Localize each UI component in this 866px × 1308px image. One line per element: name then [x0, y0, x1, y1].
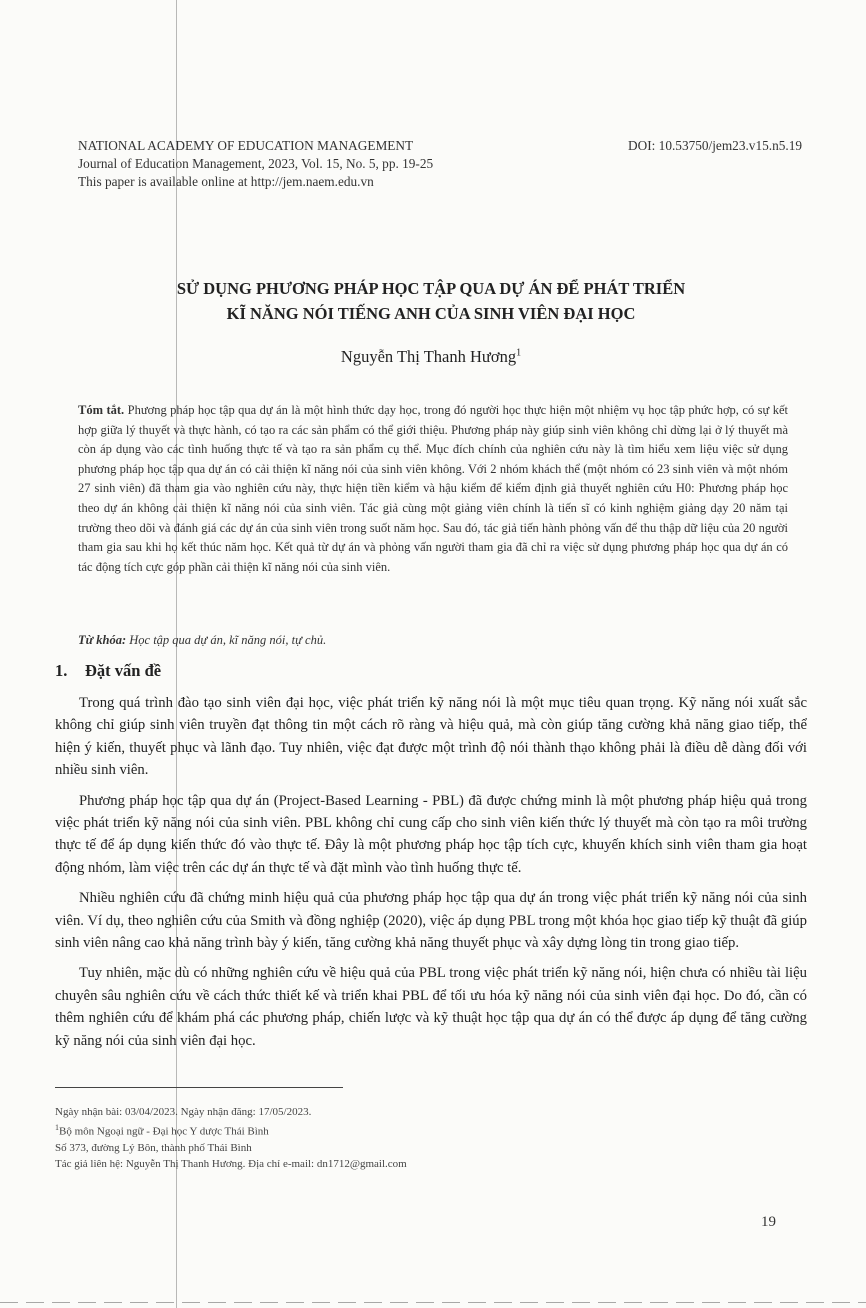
affiliation-sup: 1	[55, 1123, 59, 1132]
affiliation: Bộ môn Ngoại ngữ - Đại học Y dược Thái Bình	[59, 1125, 269, 1138]
online-availability: This paper is available online at http://jem.naem.edu.vn	[78, 174, 374, 189]
author-name: Nguyễn Thị Thanh Hương	[340, 347, 517, 366]
author-sup: 1	[516, 347, 522, 359]
paragraph: Trong quá trình đào tạo sinh viên đại học, việc phát triển kỹ năng nói là một mục tiêu quan trọng. Kỹ năng nói xuất sắc không chỉ giúp sinh viên truyền đạt thông tin một cách rõ ràng và hiệu quả, mà còn giúp tăng cường khả năng giao tiếp, thể hiện ý kiến, thuyết phục và lãnh đạo. Tuy nhiên, việc đạt được một trình độ nói thành thạo không phải là điều dễ dàng đối với nhiều sinh viên.	[55, 695, 807, 779]
page-number: 19	[761, 1214, 776, 1230]
title-line-1: SỬ DỤNG PHƯƠNG PHÁP HỌC TẬP QUA DỰ ÁN ĐỂ PHÁT TRIỂN	[176, 279, 686, 298]
section-heading	[55, 661, 161, 681]
received-dates: Ngày nhận bài: 03/04/2023. Ngày nhận đăng: 17/05/2023.	[55, 1106, 312, 1118]
section-title: Đặt vấn đề	[85, 661, 162, 680]
journal-citation: Journal of Education Management, 2023, Vol. 15, No. 5, pp. 19-25	[78, 156, 434, 171]
paragraph: Nhiều nghiên cứu đã chứng minh hiệu quả của phương pháp học tập qua dự án trong việc phát triển kỹ năng nói của sinh viên. Ví dụ, theo nghiên cứu của Smith và đồng nghiệp (2020), việc áp dụng PBL trong một khóa học giao tiếp kỹ thuật đã giúp sinh viên nâng cao khả năng trình bày ý kiến, tăng cường khả năng thuyết phục và xây dựng lòng tin trong giao tiếp.	[55, 890, 807, 952]
author	[78, 347, 784, 367]
institution-name: NATIONAL ACADEMY OF EDUCATION MANAGEMENT	[78, 138, 414, 153]
paper-title	[78, 276, 784, 326]
affiliation-line	[55, 1120, 775, 1140]
footnote-divider	[55, 1087, 343, 1088]
abstract-label: Tóm tắt.	[78, 403, 125, 417]
title-line-2: KĨ NĂNG NÓI TIẾNG ANH CỦA SINH VIÊN ĐẠI HỌC	[226, 304, 636, 323]
paragraph: Tuy nhiên, mặc dù có những nghiên cứu về hiệu quả của PBL trong việc phát triển kỹ năng nói, hiện chưa có nhiều tài liệu chuyên sâu nghiên cứu về cách thức thiết kế và triển khai PBL để tối ưu hóa kỹ năng nói của sinh viên đại học. Do đó, cần có thêm nghiên cứu để khám phá các phương pháp, chiến lược và kỹ thuật học tập qua dự án có thể được áp dụng để tăng cường kỹ năng nói của sinh viên đại học.	[55, 965, 807, 1049]
journal-header	[78, 137, 802, 191]
scan-bottom-edge	[0, 1302, 866, 1303]
doi: DOI: 10.53750/jem23.v15.n5.19	[628, 138, 802, 153]
corresponding-author: Tác giả liên hệ: Nguyễn Thị Thanh Hương. Địa chỉ e-mail: dn1712@gmail.com	[55, 1157, 407, 1170]
keywords-text: Học tập qua dự án, kĩ năng nói, tự chủ.	[129, 633, 327, 647]
abstract-text: Phương pháp học tập qua dự án là một hình thức dạy học, trong đó người học thực hiện một nhiệm vụ học tập phức hợp, có sự kết hợp giữa lý thuyết và thực hành, có tạo ra các sản phẩm có thể giới thiệu. Phương pháp này giúp sinh viên không chỉ dừng lại ở lý thuyết mà còn áp dụng vào các tình huống thực tế và tạo ra sản phẩm cụ thể. Mục đích chính của nghiên cứu này là tìm hiểu xem liệu việc sử dụng phương pháp học tập qua dự án có cải thiện kĩ năng nói của sinh viên không. Với 2 nhóm khách thể (một nhóm có 23 sinh viên và một nhóm 27 sinh viên) đã tham gia vào nghiên cứu này, thực hiện tiền kiểm và hậu kiểm để kiểm định giả thuyết nghiên cứu H0: Phương pháp học theo dự án không cải thiện kĩ năng nói của sinh viên. Tác giả cùng một giảng viên chính là tiến sĩ có kinh nghiệm giảng dạy 20 năm tại trường theo dõi và đánh giá các dự án của sinh viên trong suốt năm học. Sau đó, tác giả tiến hành phỏng vấn để thu thập dữ liệu của 20 người tham gia sau khi họ kết thúc năm học. Kết quả từ dự án và phỏng vấn người tham gia đã chỉ ra việc sử dụng phương pháp học qua dự án có tác động tích cực góp phần cải thiện kĩ năng nói của sinh viên.	[78, 403, 789, 574]
abstract	[78, 401, 788, 577]
keywords	[78, 631, 788, 650]
address: Số 373, đường Lý Bôn, thành phố Thái Bình	[55, 1141, 252, 1154]
keywords-label: Từ khóa:	[78, 633, 127, 647]
section-number: 1.	[55, 661, 68, 680]
footnotes	[55, 1104, 775, 1172]
body-text	[55, 692, 807, 1060]
paragraph: Phương pháp học tập qua dự án (Project-Based Learning - PBL) đã được chứng minh là một phương pháp hiệu quả trong việc phát triển kỹ năng nói của sinh viên. PBL không chỉ cung cấp cho sinh viên kiến thức lý thuyết mà còn tạo ra môi trường thực tế để áp dụng kiến thức đó vào thực tế. Đây là một phương pháp học tập tích cực, khuyến khích sinh viên tham gia hoạt động nhóm, làm việc trên các dự án thực tế và đặt mình vào tình huống thực tế.	[55, 792, 807, 876]
